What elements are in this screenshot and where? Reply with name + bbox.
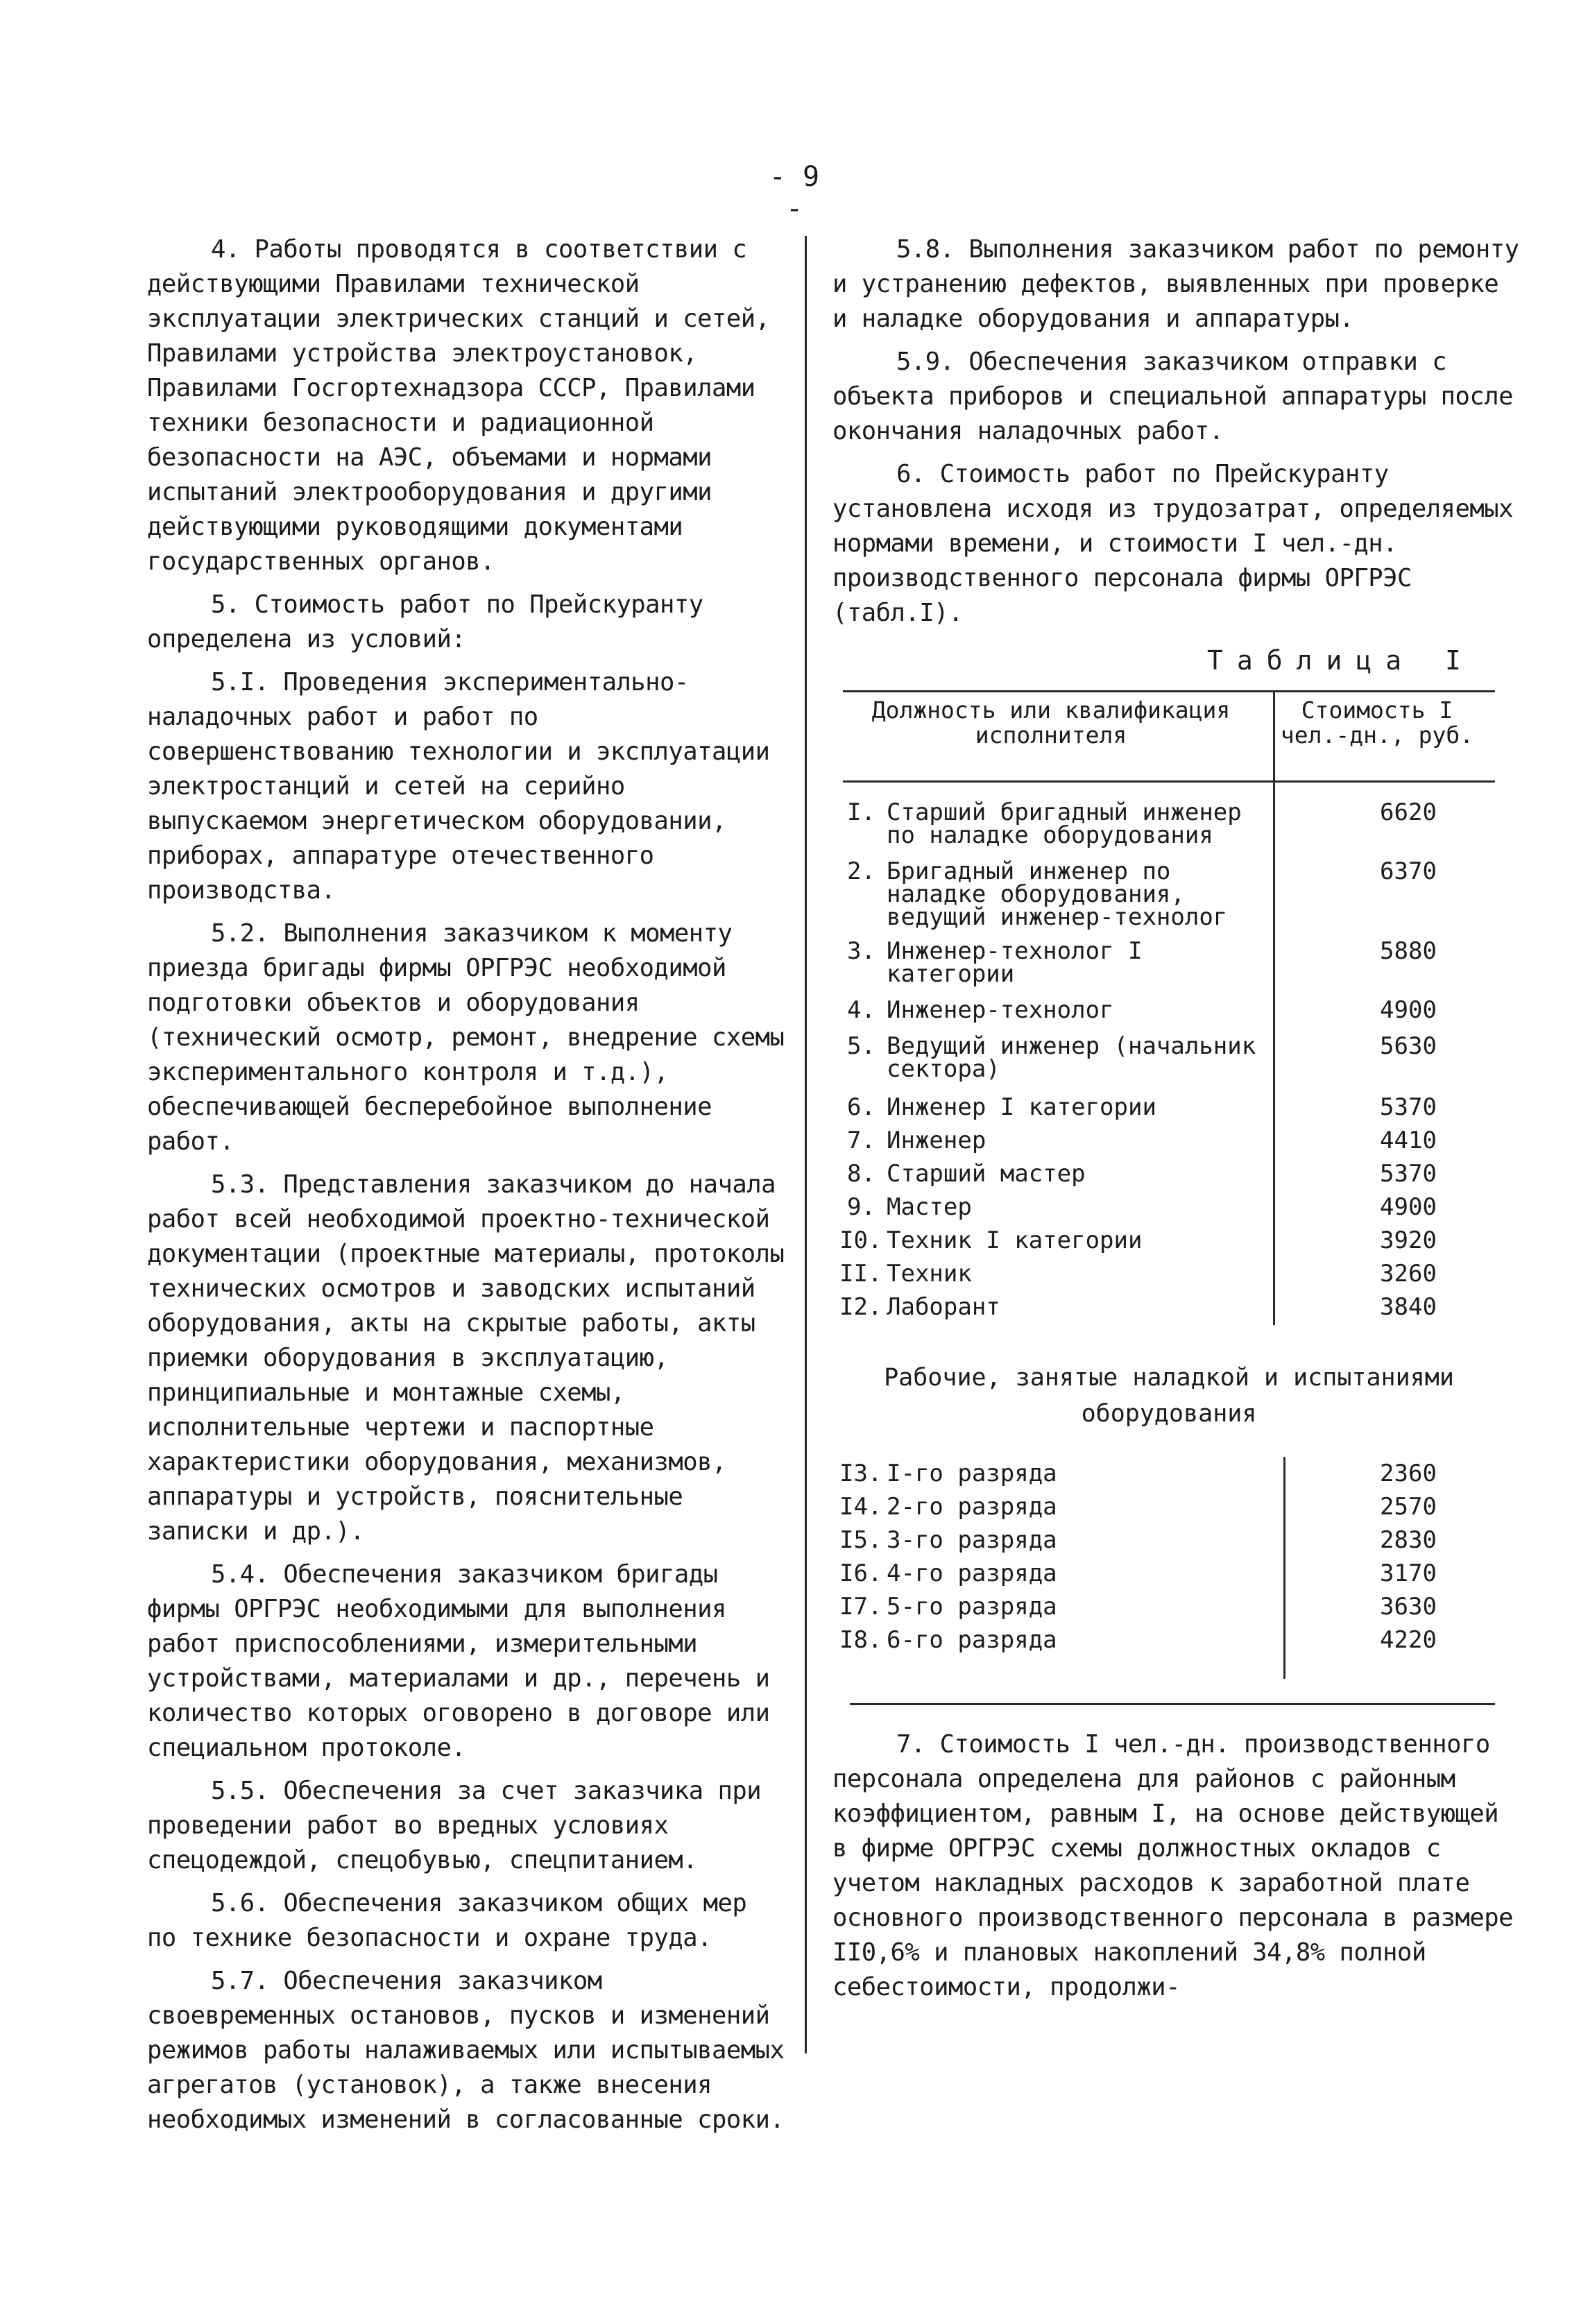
row-grade: 5-го разряда: [887, 1593, 1057, 1621]
paragraph-5-4: 5.4. Обеспечения заказчиком бригады фирмы ОРГРЭС необходимыми для выполнения работ приспособлениями, измерительными устройствами, материалами и др., перечень и количество которых оговорено в договоре или специальном протоколе.: [147, 1560, 770, 1762]
column-divider: [805, 236, 807, 2053]
row-cost: 2570: [1380, 1493, 1437, 1521]
row-position: Старший мастер: [887, 1160, 1086, 1188]
row-cost: 4410: [1380, 1127, 1437, 1154]
row-number: I8.: [839, 1626, 882, 1654]
row-grade: 6-го разряда: [887, 1626, 1057, 1654]
row-position: Мастер: [887, 1193, 972, 1221]
paragraph-4: 4. Работы проводятся в соответствии с действующими Правилами технической эксплуатации электрических станций и сетей, Правилами устройства электроустановок, Правилами Госгортехнадзора СССР, Правилами техники безопасности и радиационной безопасности на АЭС, объемами и нормами испытаний электрооборудования и другими действующими руководящими документами государственных органов.: [147, 235, 770, 576]
row-grade: 3-го разряда: [887, 1526, 1057, 1554]
row-cost: 5880: [1380, 937, 1437, 965]
row-number: II.: [839, 1260, 882, 1288]
row-position: Техник: [887, 1260, 972, 1288]
row-cost: 4900: [1380, 996, 1437, 1024]
paragraph-5-5: 5.5. Обеспечения за счет заказчика при проведении работ во вредных условиях спецодеждой, спецобувью, спецпитанием.: [147, 1777, 762, 1874]
row-number: I3.: [839, 1460, 882, 1487]
row-number: 8.: [847, 1160, 875, 1188]
right-column: [832, 232, 1519, 639]
table-bottom-rule: [850, 1703, 1495, 1705]
row-cost: 2360: [1380, 1460, 1437, 1487]
row-cost: 4900: [1380, 1193, 1437, 1221]
row-cost: 5370: [1380, 1160, 1437, 1188]
row-cost: 3630: [1380, 1593, 1437, 1621]
row-number: 2.: [847, 857, 875, 885]
row-cost: 3260: [1380, 1260, 1437, 1288]
row-number: I5.: [839, 1526, 882, 1554]
row-number: 4.: [847, 996, 875, 1024]
row-cost: 3920: [1380, 1227, 1437, 1254]
row-number: I2.: [839, 1293, 882, 1321]
paragraph-5-2: 5.2. Выполнения заказчиком к моменту приезда бригады фирмы ОРГРЭС необходимой подготовки объектов и оборудования (технический осмотр, ремонт, внедрение схемы экспериментального контроля и т.д.), обеспечивающей бесперебойное выполнение работ.: [147, 919, 785, 1156]
row-cost: 6620: [1380, 798, 1437, 826]
table-caption: Таблица I: [1207, 645, 1475, 676]
row-cost: 4220: [1380, 1626, 1437, 1654]
paragraph-5-7: 5.7. Обеспечения заказчиком своевременных остановов, пусков и изменений режимов работы налаживаемых или испытываемых агрегатов (установок), а также внесения необходимых изменений в согласованные сроки.: [147, 1967, 785, 2134]
paragraph-5-1: 5.I. Проведения экспериментально-наладочных работ и работ по совершенствованию технологии и эксплуатации электростанций и сетей на серийно выпускаемом энергетическом оборудовании, приборах, аппаратуре отечественного производства.: [147, 668, 770, 905]
page-number: - 9 -: [769, 161, 820, 225]
table-header-position: Должность или квалификация исполнителя: [871, 697, 1231, 749]
row-number: 9.: [847, 1193, 875, 1221]
bottom-text: [832, 1727, 1519, 2013]
row-position: Старший бригадный инженер по наладке оборудования: [887, 798, 1242, 849]
row-position: Лаборант: [887, 1293, 1000, 1321]
row-number: 7.: [847, 1127, 875, 1154]
row-grade: I-го разряда: [887, 1460, 1057, 1487]
row-number: I4.: [839, 1493, 882, 1521]
row-number: I0.: [839, 1227, 882, 1254]
row-position: Ведущий инженер (начальник сектора): [887, 1032, 1256, 1083]
paragraph-5-9: 5.9. Обеспечения заказчиком отправки с объекта приборов и специальной аппаратуры после окончания наладочных работ.: [832, 348, 1514, 445]
paragraph-7: 7. Стоимость I чел.-дн. производственного персонала определена для районов с районным коэффициентом, равным I, на основе действующей в фирме ОРГРЭС схемы должностных окладов с учетом накладных расходов к заработной плате основного производственного персонала в размере II0,6% и плановых накоплений 34,8% полной себестоимости, продолжи-: [832, 1730, 1514, 2001]
row-cost: 5370: [1380, 1093, 1437, 1121]
row-position: Техник I категории: [887, 1227, 1143, 1254]
paragraph-5-6: 5.6. Обеспечения заказчиком общих мер по технике безопасности и охране труда.: [147, 1889, 747, 1952]
row-number: I7.: [839, 1593, 882, 1621]
row-position: Инженер: [887, 1127, 986, 1154]
paragraph-5: 5. Стоимость работ по Прейскуранту определена из условий:: [147, 590, 703, 653]
workers-title: Рабочие, занятые наладкой и испытаниями оборудования: [884, 1364, 1454, 1428]
row-cost: 3840: [1380, 1293, 1437, 1321]
row-grade: 2-го разряда: [887, 1493, 1057, 1521]
row-cost: 5630: [1380, 1032, 1437, 1060]
row-grade: 4-го разряда: [887, 1560, 1057, 1587]
paragraph-6: 6. Стоимость работ по Прейскуранту установлена исходя из трудозатрат, определяемых нормами времени, и стоимости I чел.-дн. производственного персонала фирмы ОРГРЭС (табл.I).: [832, 460, 1514, 627]
paragraph-5-8: 5.8. Выполнения заказчиком работ по ремонту и устранению дефектов, выявленных при проверке и наладке оборудования и аппаратуры.: [832, 235, 1519, 333]
row-position: Инженер I категории: [887, 1093, 1156, 1121]
row-number: 3.: [847, 937, 875, 965]
row-cost: 2830: [1380, 1526, 1437, 1554]
row-cost: 6370: [1380, 857, 1437, 885]
row-position: Инженер-технолог I категории: [887, 937, 1143, 988]
row-position: Бригадный инженер по наладке оборудования, ведущий инженер-технолог: [887, 857, 1228, 931]
left-column: [147, 232, 785, 2146]
table-header-rule: [843, 780, 1495, 783]
row-number: I6.: [839, 1560, 882, 1587]
row-number: 5.: [847, 1032, 875, 1060]
row-cost: 3170: [1380, 1560, 1437, 1587]
row-number: I.: [847, 798, 875, 826]
table-header-cost: Стоимость I чел.-дн., руб.: [1280, 697, 1474, 749]
table-top-rule: [843, 690, 1495, 692]
row-position: Инженер-технолог: [887, 996, 1114, 1024]
paragraph-5-3: 5.3. Представления заказчиком до начала работ всей необходимой проектно-технической документации (проектные материалы, протоколы технических осмотров и заводских испытаний оборудования, акты на скрытые работы, акты приемки оборудования в эксплуатацию, принципиальные и монтажные схемы, исполнительные чертежи и паспортные характеристики оборудования, механизмов, аппаратуры и устройств, пояснительные записки и др.).: [147, 1170, 785, 1546]
row-number: 6.: [847, 1093, 875, 1121]
